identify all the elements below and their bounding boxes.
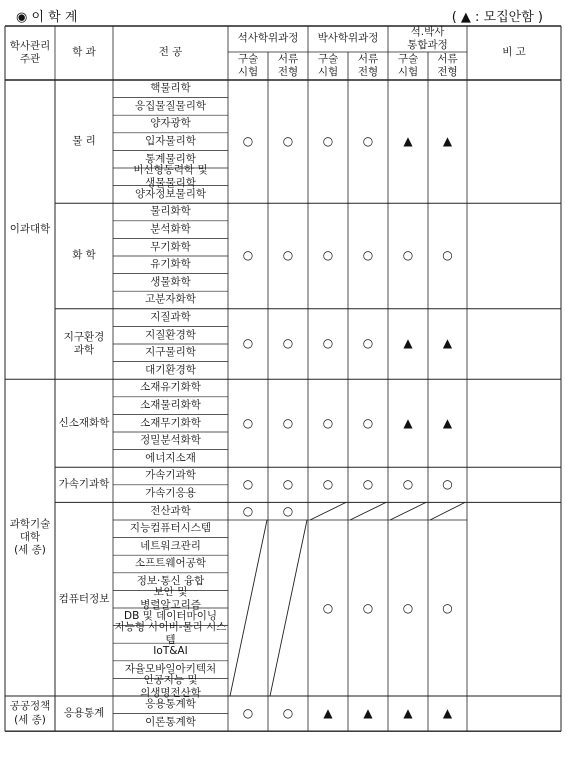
status-mark: ○: [322, 600, 334, 615]
major-name: 정보·통신 융합: [136, 575, 205, 588]
major-name: 유기화학: [150, 258, 191, 271]
status-mark: ○: [282, 415, 294, 430]
department-name: 화 학: [72, 249, 96, 262]
department-name: 응용통계: [63, 707, 105, 720]
status-mark: ○: [362, 336, 374, 351]
header-oral: 구술 시험: [397, 52, 419, 78]
status-mark: ○: [242, 248, 254, 263]
major-name: 통계물리학: [145, 152, 196, 165]
major-name: 지질과학: [150, 311, 191, 324]
status-mark: ○: [362, 415, 374, 430]
header-major: 전 공: [158, 46, 183, 59]
major-name: 보안 및 병렬알고리즘: [140, 586, 201, 612]
not-applicable-slash: [430, 502, 465, 520]
major-name: 네트워크관리: [140, 539, 201, 552]
major-name: 핵물리학: [150, 82, 191, 95]
status-mark: ○: [282, 706, 294, 721]
status-mark: ○: [362, 248, 374, 263]
header-doctor: 박사학위과정: [317, 32, 379, 45]
status-mark: ▲: [442, 706, 453, 721]
status-mark: ○: [362, 134, 374, 149]
status-mark: ○: [282, 248, 294, 263]
college-name: 공공정책 (세 종): [9, 700, 51, 726]
status-mark: ▲: [442, 415, 453, 430]
header-oral: 구술 시험: [237, 52, 259, 78]
major-name: 생물화학: [150, 275, 191, 288]
major-name: 인공지능 및 의생명전산학: [140, 674, 201, 700]
status-mark: ○: [322, 248, 334, 263]
section-title: ◉ 이 학 계: [16, 10, 78, 25]
status-mark: ○: [242, 134, 254, 149]
major-name: 이론통계학: [145, 715, 196, 728]
status-mark: ○: [402, 600, 414, 615]
major-name: 가속기응용: [145, 487, 196, 500]
status-mark: ○: [402, 248, 414, 263]
status-mark: ▲: [363, 706, 373, 721]
status-mark: ▲: [442, 134, 453, 149]
status-mark: ○: [362, 600, 374, 615]
major-name: 가속기과학: [145, 469, 196, 482]
major-name: 응용통계학: [145, 698, 196, 711]
status-mark: ○: [282, 477, 294, 492]
major-name: 양자광학: [150, 117, 191, 130]
status-mark: ○: [322, 415, 334, 430]
not-applicable-slash: [350, 502, 386, 520]
header-integrated: 석.박사 통합과정: [407, 25, 448, 51]
header-doc: 서류 전형: [277, 52, 299, 78]
status-mark: ○: [322, 477, 334, 492]
major-name: 양자정보물리학: [134, 187, 206, 200]
header-oral: 구술 시험: [317, 52, 339, 78]
major-name: 고분자화학: [145, 293, 196, 306]
status-mark: ○: [242, 336, 254, 351]
major-name: DB 및 데이터마이닝: [124, 610, 217, 623]
status-mark: ▲: [403, 415, 413, 430]
header-dept: 학 과: [72, 46, 96, 59]
department-name: 신소재화학: [58, 416, 110, 429]
major-name: 소재유기화학: [140, 381, 201, 394]
not-applicable-slash: [270, 520, 307, 696]
major-name: 지질환경학: [145, 328, 196, 341]
college-name: 과학기술 대학 (세 종): [9, 517, 51, 557]
status-mark: ○: [242, 477, 254, 492]
not-applicable-slash: [390, 502, 426, 520]
major-name: 소재물리화학: [140, 399, 201, 412]
major-name: 전산과학: [150, 504, 191, 517]
major-name: 물리화학: [150, 205, 191, 218]
status-mark: ○: [362, 477, 374, 492]
department-name: 가속기과학: [58, 478, 110, 491]
header-masters: 석사학위과정: [237, 32, 299, 45]
header-admin: 학사관리 주관: [9, 39, 51, 65]
major-name: 에너지소재: [145, 451, 196, 464]
status-mark: ○: [402, 477, 414, 492]
legend: ( ▲ : 모집안함 ): [451, 10, 543, 25]
not-applicable-slash: [310, 502, 346, 520]
status-mark: ○: [242, 415, 254, 430]
college-name: 이과대학: [9, 223, 51, 236]
status-mark: ○: [442, 248, 453, 263]
status-mark: ○: [242, 706, 254, 721]
major-name: 소프트웨어공학: [134, 557, 206, 570]
status-mark: ○: [322, 336, 334, 351]
header-remarks: 비 고: [502, 46, 526, 59]
major-name: 입자물리학: [145, 135, 196, 148]
status-mark: ▲: [323, 706, 333, 721]
major-name: 비선형동력학 및 생물물리학: [133, 163, 208, 189]
status-mark: ▲: [403, 134, 413, 149]
not-applicable-slash: [230, 520, 267, 696]
major-name: 분석화학: [150, 223, 191, 236]
major-name: IoT&AI: [153, 645, 188, 658]
header-doc: 서류 전형: [437, 52, 458, 78]
department-name: 물 리: [72, 135, 96, 148]
major-name: 지능형 사이버-물리 시스템: [114, 621, 227, 647]
status-mark: ▲: [442, 336, 453, 351]
status-mark: ○: [282, 503, 294, 518]
status-mark: ○: [442, 600, 453, 615]
status-mark: ○: [282, 134, 294, 149]
status-mark: ▲: [403, 336, 413, 351]
major-name: 응집물질물리학: [134, 99, 206, 112]
status-mark: ▲: [403, 706, 413, 721]
major-name: 지능컴퓨터시스템: [129, 522, 212, 535]
status-mark: ○: [442, 477, 453, 492]
major-name: 대기환경학: [145, 363, 196, 376]
major-name: 지구물리학: [145, 346, 196, 359]
status-mark: ○: [282, 336, 294, 351]
major-name: 자율모바일아키텍처: [124, 663, 217, 676]
header-doc: 서류 전형: [357, 52, 379, 78]
department-name: 지구환경 과학: [63, 330, 105, 356]
status-mark: ○: [242, 503, 254, 518]
department-name: 컴퓨터정보: [58, 592, 110, 605]
status-mark: ○: [322, 134, 334, 149]
major-name: 정밀분석화학: [140, 434, 201, 447]
major-name: 소재무기화학: [140, 416, 201, 429]
major-name: 무기화학: [150, 240, 191, 253]
